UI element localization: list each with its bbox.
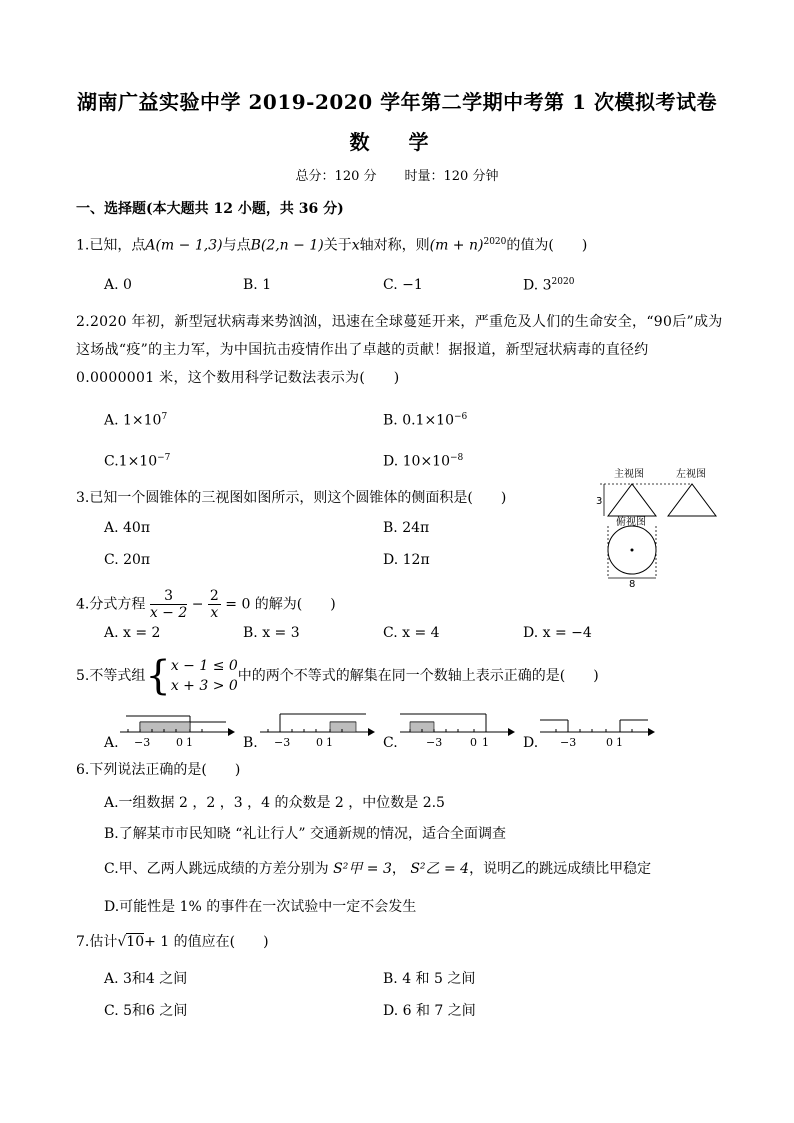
q6-c-variance-jia: S²甲 = 3 bbox=[333, 861, 392, 877]
q4-frac1-num: 3 bbox=[150, 588, 187, 605]
tick-label: −3 bbox=[426, 736, 443, 749]
q1-post1: 关于 bbox=[323, 237, 352, 254]
question-7 bbox=[76, 932, 269, 952]
section-heading: 一、选择题(本大题共 12 小题，共 36 分) bbox=[76, 201, 344, 217]
tick-label: 0 bbox=[470, 736, 477, 749]
q3-option-b[interactable]: B. 24π bbox=[383, 520, 430, 536]
tick-label: −3 bbox=[134, 736, 151, 749]
q5-numberline-c[interactable] bbox=[396, 710, 516, 752]
q2-b-base: B. 0.1×10 bbox=[383, 412, 454, 429]
q5-pre: 5.不等式组 bbox=[76, 668, 146, 684]
q1-axis: x bbox=[351, 237, 360, 254]
tick-label: 0 bbox=[606, 736, 613, 749]
paper-title: 湖南广益实验中学 2019-2020 学年第二学期中考第 1 次模拟考试卷 bbox=[77, 90, 717, 114]
tick-label: 1 bbox=[616, 736, 623, 749]
q1-point-a: A(m − 1,3) bbox=[145, 237, 223, 254]
q6-option-a[interactable]: A.一组数据 2 ，2 ，3 ，4 的众数是 2 ，中位数是 2.5 bbox=[104, 795, 445, 811]
q1-option-b[interactable]: B. 1 bbox=[243, 277, 272, 293]
q5-numberline-b[interactable] bbox=[256, 710, 376, 752]
total-score: 总分：120 分 bbox=[295, 169, 377, 184]
q5-brace: { bbox=[145, 653, 171, 699]
q4-minus: − bbox=[191, 596, 204, 613]
q5-numberline-a[interactable] bbox=[116, 710, 236, 752]
q1-option-c[interactable]: C. −1 bbox=[383, 277, 423, 293]
q7-option-d[interactable]: D. 6 和 7 之间 bbox=[383, 1003, 476, 1019]
q5-numberline-d[interactable] bbox=[536, 710, 658, 752]
q3-option-a[interactable]: A. 40π bbox=[104, 520, 151, 536]
question-5 bbox=[76, 653, 599, 699]
tick-label: 1 bbox=[326, 736, 333, 749]
q1-mid: 与点 bbox=[222, 237, 251, 254]
q4-frac2-num: 2 bbox=[209, 588, 219, 604]
front-view-triangle bbox=[608, 484, 656, 516]
q4-post: = 0 的解为( ) bbox=[225, 596, 336, 613]
q6-option-c[interactable]: C.甲、乙两人跳远成绩的方差分别为 S²甲 = 3， S²乙 = 4，说明乙的跳远成绩比甲稳定 bbox=[104, 861, 652, 877]
q7-option-b[interactable]: B. 4 和 5 之间 bbox=[383, 971, 476, 987]
q5-option-c-label[interactable]: C. bbox=[383, 735, 398, 751]
q4-frac2-den: x bbox=[210, 605, 219, 621]
q2-b-exp: −6 bbox=[454, 412, 468, 422]
q1-point-b: B(2,n − 1) bbox=[250, 237, 324, 254]
tick-label: 0 bbox=[176, 736, 183, 749]
q7-radicand: 10 bbox=[126, 934, 145, 950]
tick-label: 0 bbox=[316, 736, 323, 749]
q1-post2: 轴对称，则 bbox=[359, 237, 430, 254]
width-label: 8 bbox=[629, 579, 636, 590]
q4-frac1-den: x − 2 bbox=[149, 605, 188, 621]
question-1 bbox=[76, 232, 587, 256]
top-view-center bbox=[631, 549, 634, 552]
q2-c-exp: −7 bbox=[157, 453, 171, 463]
cone-three-views-figure bbox=[592, 462, 732, 592]
front-view-label: 主视图 bbox=[614, 469, 644, 480]
question-2: 2.2020 年初，新型冠状病毒来势汹汹，迅速在全球蔓延开来，严重危及人们的生命安全，“90后”成为这场战“疫”的主力军，为中国抗击疫情作出了卓越的贡献！据报道，新型冠状病毒的直径约 0.0000001 米，这个数用科学记数法表示为( ) bbox=[76, 314, 723, 386]
q1-expr: (m + n) bbox=[429, 237, 484, 254]
question-6: 6.下列说法正确的是( ) bbox=[76, 762, 241, 778]
q5-option-d-label[interactable]: D. bbox=[523, 735, 539, 751]
tick-label: −3 bbox=[560, 736, 577, 749]
q6-c-pre: C.甲、乙两人跳远成绩的方差分别为 bbox=[104, 861, 329, 877]
q6-option-d[interactable]: D.可能性是 1% 的事件在一次试验中一定不会发生 bbox=[104, 899, 417, 915]
q4-option-d[interactable]: D. x = −4 bbox=[523, 625, 592, 641]
q2-option-a[interactable] bbox=[104, 412, 167, 429]
q4-option-b[interactable]: B. x = 3 bbox=[243, 625, 300, 641]
q5-system bbox=[171, 656, 238, 696]
question-3: 3.已知一个圆锥体的三视图如图所示，则这个圆锥体的侧面积是( ) bbox=[76, 490, 507, 506]
q7-option-a[interactable]: A. 3和4 之间 bbox=[104, 971, 188, 987]
q2-d-exp: −8 bbox=[450, 453, 464, 463]
q5-ineq-1: x − 1 ≤ 0 bbox=[170, 658, 238, 674]
q4-option-a[interactable]: A. x = 2 bbox=[104, 625, 161, 641]
q2-d-base: D. 10×10 bbox=[383, 453, 450, 470]
question-4 bbox=[76, 588, 336, 621]
q7-pre: 7.估计 bbox=[76, 934, 118, 950]
q2-c-base: C.1×10 bbox=[104, 453, 158, 470]
q5-ineq-2: x + 3 > 0 bbox=[170, 678, 238, 694]
q4-pre: 4.分式方程 bbox=[76, 596, 146, 613]
q4-fraction-2 bbox=[208, 588, 221, 621]
tick-label: −3 bbox=[274, 736, 291, 749]
tick-label: 1 bbox=[482, 736, 489, 749]
left-view-triangle bbox=[668, 484, 716, 516]
q1-option-d[interactable] bbox=[523, 277, 574, 294]
q2-option-d[interactable] bbox=[383, 453, 463, 470]
q1-option-d-base: D. 3 bbox=[523, 277, 552, 294]
height-label: 3 bbox=[596, 496, 603, 507]
q7-option-c[interactable]: C. 5和6 之间 bbox=[104, 1003, 188, 1019]
time-limit: 时量：120 分钟 bbox=[404, 169, 499, 184]
sqrt-symbol: √ bbox=[117, 934, 127, 950]
q6-option-b[interactable]: B.了解某市市民知晓 “礼让行人” 交通新规的情况，适合全面调查 bbox=[104, 826, 506, 842]
top-view-label: 俯视图 bbox=[616, 517, 646, 528]
subject-title: 数 学 bbox=[349, 130, 445, 154]
q1-post3: 的值为( ) bbox=[506, 237, 588, 254]
q7-post: + 1 的值应在( ) bbox=[144, 934, 269, 950]
q4-fraction-1 bbox=[150, 588, 187, 621]
q3-option-c[interactable]: C. 20π bbox=[104, 552, 151, 568]
q1-option-d-exp: 2020 bbox=[551, 277, 575, 287]
q5-option-b-label[interactable]: B. bbox=[243, 735, 258, 751]
q4-option-c[interactable]: C. x = 4 bbox=[383, 625, 440, 641]
q1-option-a[interactable]: A. 0 bbox=[104, 277, 132, 293]
q2-option-c[interactable] bbox=[104, 453, 170, 470]
q1-pre: 1.已知，点 bbox=[76, 237, 146, 254]
q6-c-variance-yi: S²乙 = 4 bbox=[410, 861, 470, 877]
left-view-label: 左视图 bbox=[676, 469, 706, 480]
q3-option-d[interactable]: D. 12π bbox=[383, 552, 430, 568]
q5-option-a-label[interactable]: A. bbox=[104, 735, 119, 751]
q5-post: 中的两个不等式的解集在同一个数轴上表示正确的是( ) bbox=[237, 668, 599, 684]
tick-label: 1 bbox=[186, 736, 193, 749]
q6-c-post: ，说明乙的跳远成绩比甲稳定 bbox=[469, 861, 652, 877]
q2-a-exp: 7 bbox=[161, 412, 168, 422]
exam-meta bbox=[0, 165, 794, 184]
q2-a-base: A. 1×10 bbox=[104, 412, 162, 429]
q2-option-b[interactable] bbox=[383, 412, 467, 429]
q1-exp: 2020 bbox=[483, 237, 507, 247]
